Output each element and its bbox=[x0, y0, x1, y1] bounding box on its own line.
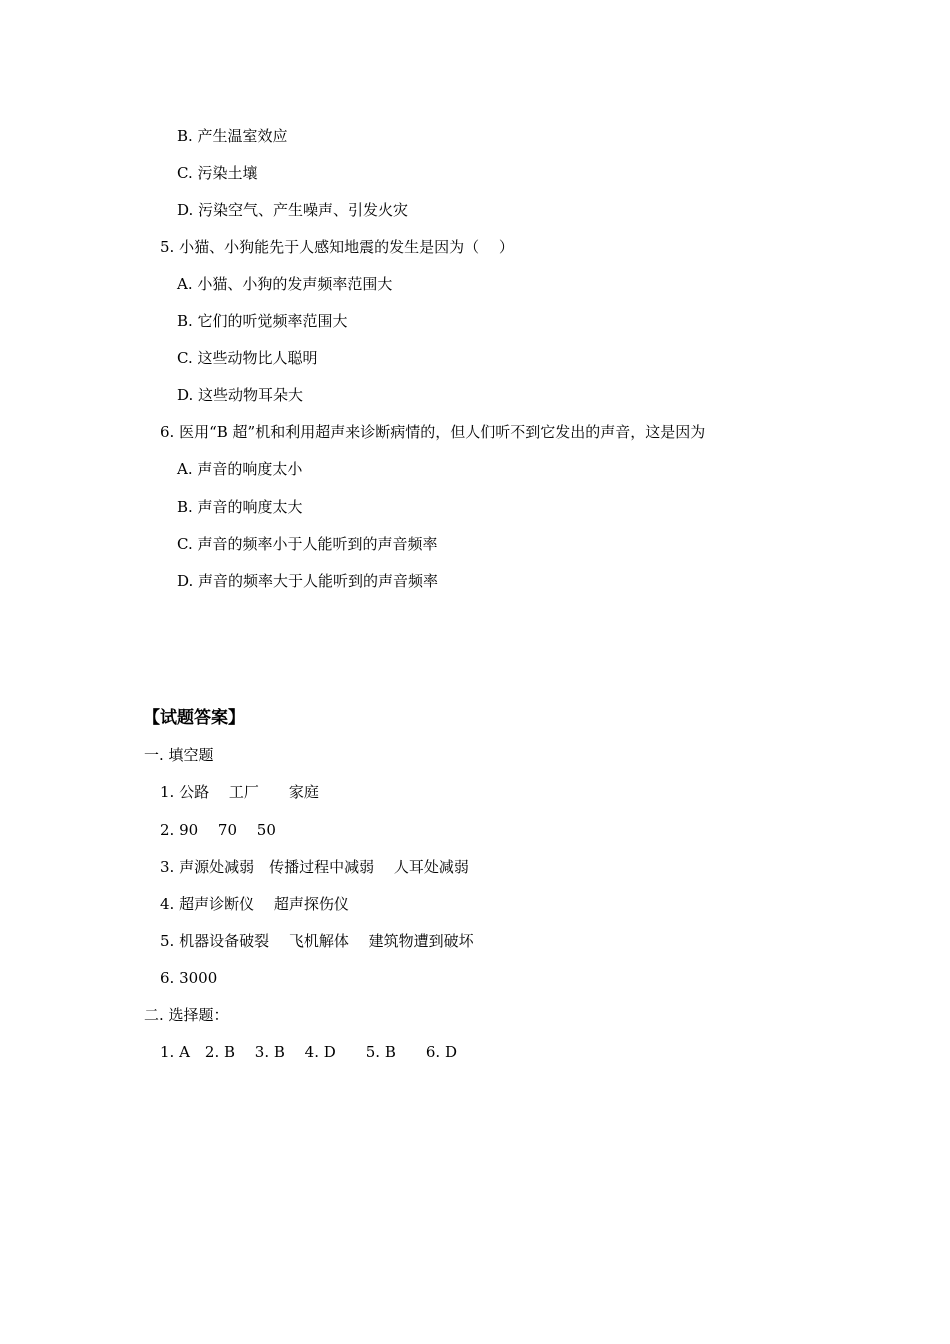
fill-blank-answer-5: 5. 机器设备破裂 飞机解体 建筑物遭到破坏 bbox=[160, 932, 474, 950]
fill-blank-answer-4: 4. 超声诊断仪 超声探伤仪 bbox=[160, 895, 349, 913]
q4-option-d: D. 污染空气、产生噪声、引发火灾 bbox=[177, 201, 409, 219]
q4-option-c: C. 污染土壤 bbox=[177, 164, 258, 182]
q5-option-d: D. 这些动物耳朵大 bbox=[177, 386, 304, 404]
answers-heading: 【试题答案】 bbox=[143, 708, 245, 728]
choice-title: 二. 选择题： bbox=[144, 1006, 229, 1024]
q5-option-a: A. 小猫、小狗的发声频率范围大 bbox=[177, 275, 393, 293]
choice-answers: 1. A 2. B 3. B 4. D 5. B 6. D bbox=[160, 1043, 457, 1061]
q6-option-a: A. 声音的响度太小 bbox=[177, 460, 303, 478]
q5-option-b: B. 它们的听觉频率范围大 bbox=[177, 312, 348, 330]
q6-option-b: B. 声音的响度太大 bbox=[177, 498, 303, 516]
q5-option-c: C. 这些动物比人聪明 bbox=[177, 349, 318, 367]
fill-blank-answer-6: 6. 3000 bbox=[160, 969, 218, 987]
fill-blank-title: 一. 填空题 bbox=[144, 746, 214, 764]
fill-blank-answer-1: 1. 公路 工厂 家庭 bbox=[160, 783, 319, 801]
q6-stem: 6. 医用“B 超”机和利用超声来诊断病情的，但人们听不到它发出的声音，这是因为 bbox=[160, 423, 706, 441]
q5-stem: 5. 小猫、小狗能先于人感知地震的发生是因为（ ） bbox=[160, 238, 514, 256]
q4-option-b: B. 产生温室效应 bbox=[177, 127, 288, 145]
fill-blank-answer-3: 3. 声源处减弱 传播过程中减弱 人耳处减弱 bbox=[160, 858, 469, 876]
q6-option-c: C. 声音的频率小于人能听到的声音频率 bbox=[177, 535, 438, 553]
q6-option-d: D. 声音的频率大于人能听到的声音频率 bbox=[177, 572, 439, 590]
fill-blank-answer-2: 2. 90 70 50 bbox=[160, 821, 276, 839]
